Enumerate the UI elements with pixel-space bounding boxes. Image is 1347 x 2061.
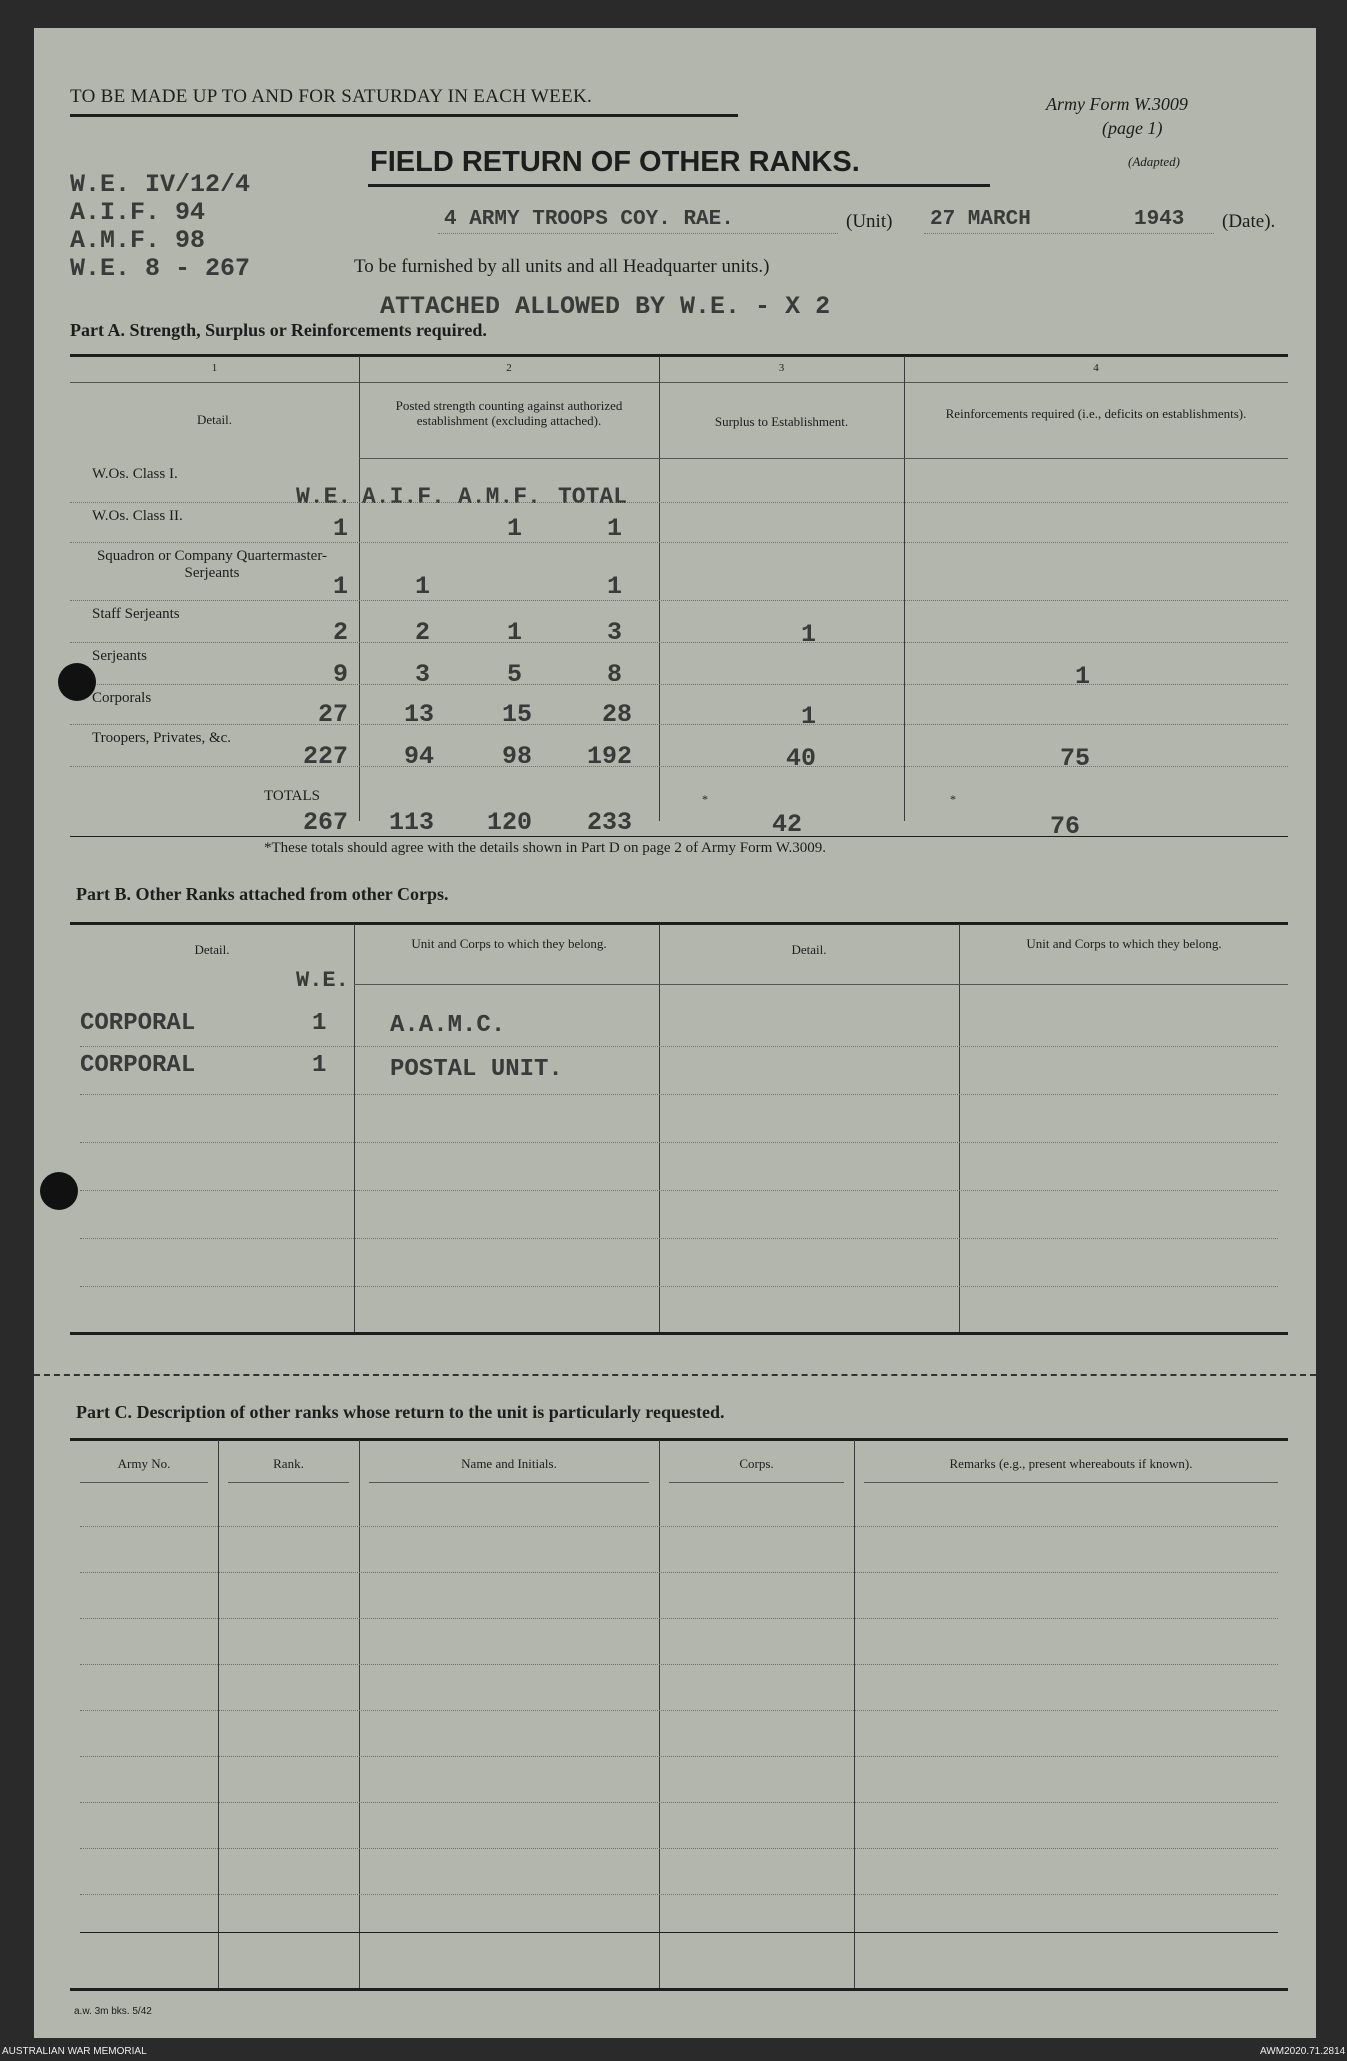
part-a-header-line: [70, 382, 1288, 383]
col-number-1: 1: [211, 362, 218, 374]
part-c-row-rule: [80, 1664, 1278, 1665]
we-line: A.I.F. 94: [70, 198, 206, 227]
part-b-row-rule: [80, 1286, 1278, 1287]
date-dotted-line: [924, 233, 1214, 234]
part-c-row-rule: [80, 1894, 1278, 1895]
part-c-row-rule: [80, 1526, 1278, 1527]
cell-total: 8: [606, 660, 622, 689]
col-header-posted: Posted strength counting against authorized establishment (excluding attached).: [395, 398, 623, 428]
part-c-header-line: [80, 1482, 208, 1483]
total-reinforcements: 76: [1049, 812, 1080, 841]
we-line: W.E. 8 - 267: [70, 254, 251, 283]
sub-header-we: W.E.: [296, 484, 352, 510]
totals-note: *These totals should agree with the details shown in Part D on page 2 of Army Form W.3009.: [264, 840, 827, 856]
attached-detail: CORPORAL: [80, 1010, 196, 1037]
furnished-note: To be furnished by all units and all Headquarter units.): [354, 256, 770, 277]
attached-unit: A.A.M.C.: [390, 1012, 506, 1039]
instruction-text: TO BE MADE UP TO AND FOR SATURDAY IN EACH WEEK.: [70, 86, 593, 107]
row-label-wo-class-1: W.Os. Class I.: [92, 466, 178, 482]
part-b-divider: [959, 924, 960, 1332]
cell-amf: 1: [506, 514, 522, 543]
total-total: 233: [586, 808, 632, 837]
part-a-title: Part A. Strength, Surplus or Reinforcements required.: [70, 320, 487, 340]
part-b-we-label: W.E.: [296, 968, 349, 993]
part-c-divider: [854, 1440, 855, 1988]
part-c-header-remarks: Remarks (e.g., present whereabouts if known).: [949, 1456, 1193, 1471]
part-a-top-rule: [70, 354, 1288, 357]
part-b-header-unit-2: Unit and Corps to which they belong.: [1026, 936, 1222, 951]
part-c-row-rule: [80, 1756, 1278, 1757]
row-label-staff-serjeants: Staff Serjeants: [92, 606, 180, 622]
cell-aif: 94: [403, 742, 434, 771]
sub-header-total: TOTAL: [558, 484, 628, 510]
part-c-title: Part C. Description of other ranks whose return to the unit is particularly requested.: [76, 1402, 725, 1422]
row-label-corporals: Corporals: [92, 690, 152, 706]
part-b-bottom-rule: [70, 1332, 1288, 1335]
cell-aif: 2: [414, 618, 430, 647]
part-a-header-bottom: [359, 458, 963, 459]
form-sheet: [34, 28, 1316, 2038]
part-a-bottom-rule: [70, 836, 1288, 837]
row-label-serjeants: Serjeants: [92, 648, 147, 664]
punch-hole: [58, 663, 96, 701]
part-b-header-line: [659, 984, 1288, 985]
col-header-surplus: Surplus to Establishment.: [714, 414, 849, 429]
date-value: 27 MARCH: [930, 208, 1031, 231]
part-c-header-line: [369, 1482, 649, 1483]
we-line: W.E. IV/12/4: [70, 170, 251, 199]
part-c-header-line: [669, 1482, 844, 1483]
part-b-header-unit: Unit and Corps to which they belong.: [411, 936, 607, 951]
sub-header-amf: A.M.F.: [458, 484, 541, 510]
attached-we: 1: [312, 1010, 327, 1037]
attached-we: 1: [312, 1052, 327, 1079]
cell-total: 1: [606, 572, 622, 601]
sub-header-aif: A.I.F.: [362, 484, 445, 510]
print-code: a.w. 3m bks. 5/42: [74, 2006, 152, 2017]
part-a-divider: [904, 356, 905, 821]
cell-amf: 98: [501, 742, 532, 771]
cell-reinforcements: 1: [1074, 662, 1090, 691]
part-c-bottom-rule: [70, 1988, 1288, 1991]
part-b-row-rule: [80, 1094, 1278, 1095]
part-c-divider: [659, 1440, 660, 1988]
part-c-lower-rule: [80, 1932, 1278, 1933]
row-rule: [70, 542, 1288, 543]
part-c-divider: [359, 1440, 360, 1988]
cell-reinforcements: 75: [1059, 744, 1090, 773]
row-rule: [70, 766, 1288, 767]
total-we: 267: [302, 808, 348, 837]
part-b-row-rule: [80, 1046, 1278, 1047]
total-amf: 120: [486, 808, 532, 837]
title-underline: [368, 184, 990, 187]
punch-hole: [40, 1172, 78, 1210]
cell-total: 1: [606, 514, 622, 543]
part-c-row-rule: [80, 1710, 1278, 1711]
part-b-top-rule: [70, 922, 1288, 925]
unit-dotted-line: [438, 233, 838, 234]
form-title: FIELD RETURN OF OTHER RANKS.: [370, 146, 860, 178]
archive-reference: AWM2020.71.2814: [1260, 2046, 1346, 2057]
cell-surplus: 1: [800, 620, 816, 649]
cell-amf: 5: [506, 660, 522, 689]
row-label-cqms: Squadron or Company Quartermaster-Serjeants: [96, 548, 328, 581]
col-number-4: 4: [1093, 362, 1099, 374]
cell-we: 227: [302, 742, 348, 771]
part-b-header-line: [354, 984, 659, 985]
instruction-underline: [70, 114, 738, 117]
part-b-header-detail-2: Detail.: [791, 942, 827, 957]
year-value: 1943: [1134, 208, 1185, 231]
cell-aif: 13: [403, 700, 434, 729]
row-rule: [70, 684, 1288, 685]
cell-total: 28: [601, 700, 632, 729]
cell-we: 2: [332, 618, 348, 647]
part-c-row-rule: [80, 1848, 1278, 1849]
part-b-row-rule: [80, 1190, 1278, 1191]
part-c-header-army-no: Army No.: [117, 1456, 171, 1471]
we-line: A.M.F. 98: [70, 226, 206, 255]
attached-unit: POSTAL UNIT.: [390, 1056, 563, 1083]
cell-total: 3: [606, 618, 622, 647]
row-label-troopers: Troopers, Privates, &c.: [92, 730, 232, 746]
cell-we: 9: [332, 660, 348, 689]
part-b-divider: [354, 924, 355, 1332]
total-aif: 113: [388, 808, 434, 837]
part-b-row-rule: [80, 1238, 1278, 1239]
totals-asterisk: *: [702, 792, 708, 806]
cell-surplus: 1: [800, 702, 816, 731]
part-b-divider: [659, 924, 660, 1332]
part-c-header-name: Name and Initials.: [461, 1456, 557, 1471]
part-b-header-detail: Detail.: [194, 942, 230, 957]
cell-amf: 15: [501, 700, 532, 729]
cell-aif: 1: [414, 572, 430, 601]
row-rule: [70, 642, 1288, 643]
cell-we: 1: [332, 572, 348, 601]
unit-value: 4 ARMY TROOPS COY. RAE.: [444, 208, 734, 231]
row-rule: [70, 502, 1288, 503]
part-b-row-rule: [80, 1142, 1278, 1143]
part-a-header-bottom: [904, 458, 1288, 459]
cell-surplus: 40: [785, 744, 816, 773]
form-page: (page 1): [1102, 118, 1163, 138]
totals-asterisk: *: [950, 792, 956, 806]
part-c-top-rule: [70, 1438, 1288, 1441]
part-c-header-corps: Corps.: [739, 1456, 774, 1471]
cell-amf: 1: [506, 618, 522, 647]
row-rule: [70, 600, 1288, 601]
cell-we: 1: [332, 514, 348, 543]
unit-label: (Unit): [846, 211, 893, 232]
archive-credit: AUSTRALIAN WAR MEMORIAL: [2, 2046, 147, 2057]
tear-line: [34, 1374, 1316, 1376]
row-rule: [70, 724, 1288, 725]
col-header-reinforcements: Reinforcements required (i.e., deficits on establishments).: [945, 406, 1247, 421]
row-label-wo-class-2: W.Os. Class II.: [92, 508, 183, 524]
col-number-3: 3: [778, 362, 785, 374]
attached-note: ATTACHED ALLOWED BY W.E. - X 2: [380, 292, 831, 321]
adapted-note: (Adapted): [1128, 154, 1180, 169]
part-b-title: Part B. Other Ranks attached from other Corps.: [76, 884, 449, 904]
part-a-divider: [359, 356, 360, 821]
part-c-row-rule: [80, 1572, 1278, 1573]
totals-label: TOTALS: [264, 788, 321, 804]
part-c-row-rule: [80, 1802, 1278, 1803]
part-c-header-rank: Rank.: [273, 1456, 304, 1471]
total-surplus: 42: [771, 810, 802, 839]
col-header-detail: Detail.: [196, 412, 232, 427]
cell-aif: 3: [414, 660, 430, 689]
date-label: (Date).: [1222, 211, 1276, 232]
part-c-header-line: [228, 1482, 349, 1483]
part-c-divider: [218, 1440, 219, 1988]
cell-total: 192: [586, 742, 632, 771]
part-c-header-line: [864, 1482, 1278, 1483]
attached-detail: CORPORAL: [80, 1052, 196, 1079]
part-c-row-rule: [80, 1618, 1278, 1619]
form-name: Army Form W.3009: [1046, 94, 1188, 114]
col-number-2: 2: [506, 362, 512, 374]
cell-we: 27: [317, 700, 348, 729]
